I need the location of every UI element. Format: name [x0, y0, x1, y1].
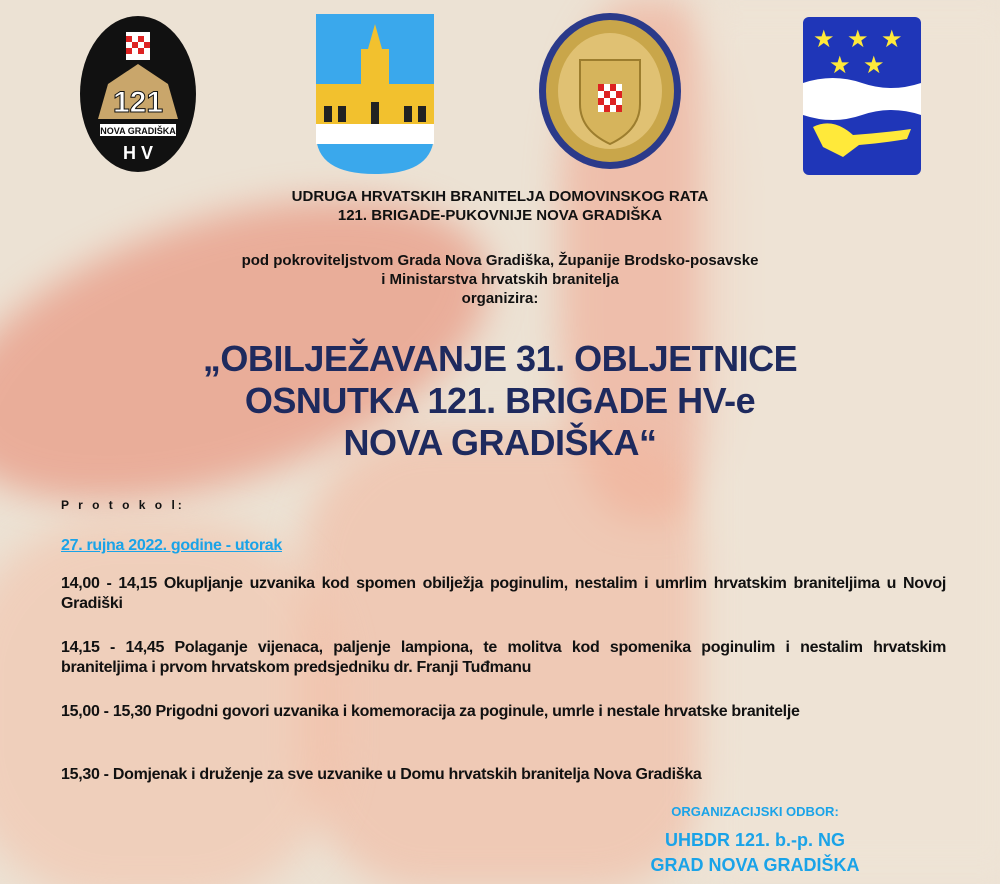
sponsor-line-1: pod pokroviteljstvom Grada Nova Gradiška, Županije Brodsko-posavske [241, 252, 759, 269]
sponsor-text [0, 251, 1000, 308]
ministry-seal-logo [538, 12, 682, 170]
committee-line-2: GRAD NOVA GRADIŠKA [650, 855, 860, 875]
header-line-2: 121. BRIGADE-PUKOVNIJE NOVA GRADIŠKA [337, 207, 663, 224]
svg-text:121: 121 [112, 86, 164, 119]
protocol-item: 15,00 - 15,30 Prigodni govori uzvanika i komemoracija za poginule, umrle i nestale hrvatske branitelje [61, 703, 800, 720]
sponsor-line-2: i Ministarstva hrvatskih branitelja [381, 271, 619, 288]
svg-text:★: ★ [881, 25, 903, 53]
header-line-1: UDRUGA HRVATSKIH BRANITELJA DOMOVINSKOG RATA [291, 188, 709, 205]
sponsor-line-3: organizira: [461, 290, 539, 307]
event-title [0, 338, 1000, 464]
protocol-item: 15,30 - Domjenak i druženje za sve uzvanike u Domu hrvatskih branitelja Nova Gradiška [61, 766, 702, 783]
organizer-header [0, 187, 1000, 225]
brigade-badge-logo [78, 14, 198, 174]
svg-text:★: ★ [829, 51, 851, 79]
svg-text:★: ★ [863, 51, 885, 79]
svg-text:★: ★ [813, 25, 835, 53]
svg-text:NOVA GRADIŠKA: NOVA GRADIŠKA [100, 126, 176, 136]
protocol-item: 14,15 - 14,45 Polaganje vijenaca, paljenje lampiona, te molitva kod spomenika poginulim i nestalim hrvatskim braniteljima i prvom hrvatskom predsjedniku dr. Franji Tuđmanu [61, 639, 946, 676]
svg-text:★: ★ [847, 25, 869, 53]
committee-line-1: UHBDR 121. b.-p. NG [664, 830, 846, 850]
county-coat-of-arms [803, 17, 921, 175]
committee-label: ORGANIZACIJSKI ODBOR: [671, 804, 839, 819]
svg-text:H V: H V [122, 143, 154, 163]
title-line-3: NOVA GRADIŠKA“ [343, 422, 657, 463]
protocol-item: 14,00 - 14,15 Okupljanje uzvanika kod spomen obilježja poginulim, nestalim i umrlim hrvatskim braniteljima u Novoj Gradiški [61, 575, 946, 612]
event-date: 27. rujna 2022. godine - utorak [61, 537, 282, 554]
protocol-label: P r o t o k o l: [61, 498, 185, 512]
title-line-2: OSNUTKA 121. BRIGADE HV-e [244, 380, 756, 421]
title-line-1: „OBILJEŽAVANJE 31. OBLJETNICE [202, 338, 798, 379]
nova-gradiska-coat-of-arms [316, 14, 434, 174]
